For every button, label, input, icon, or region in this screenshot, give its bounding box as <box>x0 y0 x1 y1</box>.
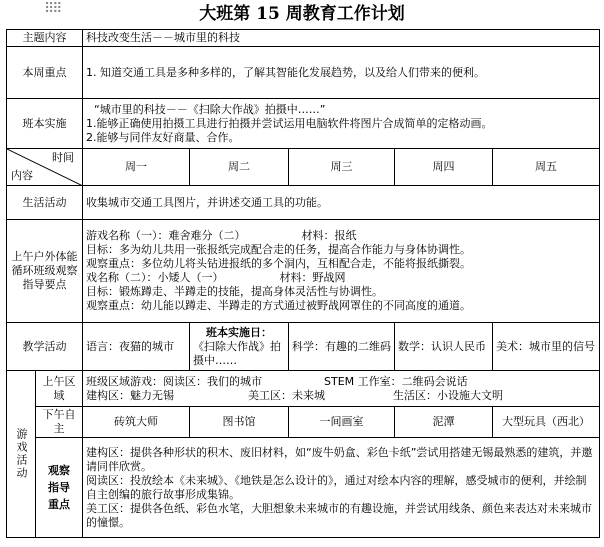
game-obs-line: 阅读区：投放绘本《未来城》、《地铁是怎么设计的》，通过对绘本内容的理解，感受城市的便利，并绘制自主创编的旅行故事形成集锦。 <box>86 473 587 501</box>
outdoor-line <box>86 271 596 285</box>
theme-row <box>7 30 600 47</box>
game-obs-value <box>83 438 600 538</box>
game-label-cell <box>7 371 36 538</box>
outdoor-line: 观察重点：幼儿能以蹲走、半蹲走的方式通过被野战网罩住的不同高度的通道。 <box>86 299 471 312</box>
outdoor-line: 目标：多为幼儿共用一张报纸完成配合走的任务，提高合作能力与身体协调性。 <box>86 243 471 256</box>
class-impl-value <box>83 99 600 149</box>
time-header: 时间 <box>52 151 74 164</box>
game-name: 戏名称（二）：小矮人（一） <box>86 271 224 284</box>
game-obs-line: 美工区：提供各色纸、彩色水笔，大胆想象未来城市的有趣设施，并尝试用线条、颜色来表达对未来城市的憧憬。 <box>86 501 592 529</box>
game-obs-label-text: 观察指导重点 <box>48 464 70 511</box>
game-name: 游戏名称（一）：难舍难分（二） <box>86 229 246 242</box>
life-row <box>7 186 600 220</box>
outdoor-line: 目标：锻炼蹲走、半蹲走的技能，提高身体灵活性与协调性。 <box>86 285 383 298</box>
diagonal-header-cell <box>7 149 83 186</box>
theme-value: 科技改变生活－－城市里的科技 <box>83 30 600 47</box>
day-header: 周一 <box>83 149 190 186</box>
game-obs-line: 建构区：提供各种形状的积木、废旧材料，如“废牛奶盒、彩色卡纸”尝试用搭建无锡最熟悉的建筑，并邀请同伴欣赏。 <box>86 445 593 473</box>
plan-table <box>6 29 600 538</box>
content-header: 内容 <box>11 169 33 182</box>
game-am-item: 生活区：小设施大文明 <box>393 388 503 402</box>
game-pm-item: 泥潭 <box>395 407 493 438</box>
game-obs-label <box>36 438 83 538</box>
game-pm-item: 砖筑大师 <box>83 407 190 438</box>
game-pm-item: 一间画室 <box>289 407 395 438</box>
game-am-value <box>83 371 600 407</box>
teaching-fri: 美术：城市里的信号 <box>493 323 600 371</box>
focus-row <box>7 47 600 99</box>
game-am-item: 建构区：魅力无锡 <box>86 388 174 402</box>
teaching-thu: 数学：认识人民币 <box>395 323 493 371</box>
header-row <box>7 149 600 186</box>
material: 材料：报纸 <box>301 229 357 242</box>
game-am-line <box>86 375 596 389</box>
game-pm-item: 大型玩具（西北） <box>493 407 600 438</box>
teaching-tue-body: 《扫除大作战》拍摄中…… <box>193 339 281 367</box>
game-am-label: 上午区域 <box>36 371 83 407</box>
day-header: 周五 <box>493 149 600 186</box>
class-impl-line: 2.能够与同伴友好商量、合作。 <box>86 130 240 144</box>
game-am-row <box>7 371 600 407</box>
game-am-item: STEM 工作室：二维码会说话 <box>324 374 468 388</box>
outdoor-line: 观察重点：多位幼儿将头钻进报纸的多个洞内，互相配合走，不能将报纸撕裂。 <box>86 257 471 270</box>
material: 材料：野战网 <box>279 271 346 284</box>
game-pm-item: 图书馆 <box>190 407 289 438</box>
focus-label: 本周重点 <box>7 47 83 99</box>
outdoor-value <box>83 220 600 323</box>
game-am-item: 美工区：未来城 <box>248 388 325 402</box>
drag-handle-icon[interactable]: ⠿⠿ <box>44 1 61 17</box>
teaching-row <box>7 323 600 371</box>
theme-label: 主题内容 <box>7 30 83 47</box>
class-impl-label: 班本实施 <box>7 99 83 149</box>
outdoor-line <box>86 229 596 243</box>
day-header: 周四 <box>395 149 493 186</box>
teaching-wed: 科学：有趣的二维码 <box>289 323 395 371</box>
outdoor-row <box>7 220 600 323</box>
teaching-tue-title: 班本实施日： <box>206 325 272 339</box>
page-title: 大班第 15 周教育工作计划 <box>199 4 405 24</box>
outdoor-label: 上午户外体能循环班级观察指导要点 <box>7 220 83 323</box>
life-label: 生活活动 <box>7 186 83 220</box>
focus-value: 1. 知道交通工具是多种多样的，了解其智能化发展趋势，以及给人们带来的便利。 <box>83 47 600 99</box>
teaching-label: 教学活动 <box>7 323 83 371</box>
class-impl-line: 1.能够正确使用拍摄工具进行拍摄并尝试运用电脑软件将图片合成简单的定格动画。 <box>86 116 493 130</box>
game-pm-row <box>7 407 600 438</box>
teaching-tue <box>190 323 289 371</box>
class-impl-line: “城市里的科技－－《扫除大作战》拍摄中……” <box>94 102 326 116</box>
game-pm-label: 下午自主 <box>36 407 83 438</box>
game-obs-row <box>7 438 600 538</box>
game-am-item: 班级区域游戏：阅读区：我们的城市 <box>86 374 262 388</box>
class-impl-row <box>7 99 600 149</box>
game-am-line <box>86 389 596 403</box>
life-value: 收集城市交通工具图片，并讲述交通工具的功能。 <box>83 186 600 220</box>
teaching-mon: 语言：夜猫的城市 <box>83 323 190 371</box>
day-header: 周二 <box>190 149 289 186</box>
day-header: 周三 <box>289 149 395 186</box>
game-label: 游戏活动 <box>15 428 28 480</box>
